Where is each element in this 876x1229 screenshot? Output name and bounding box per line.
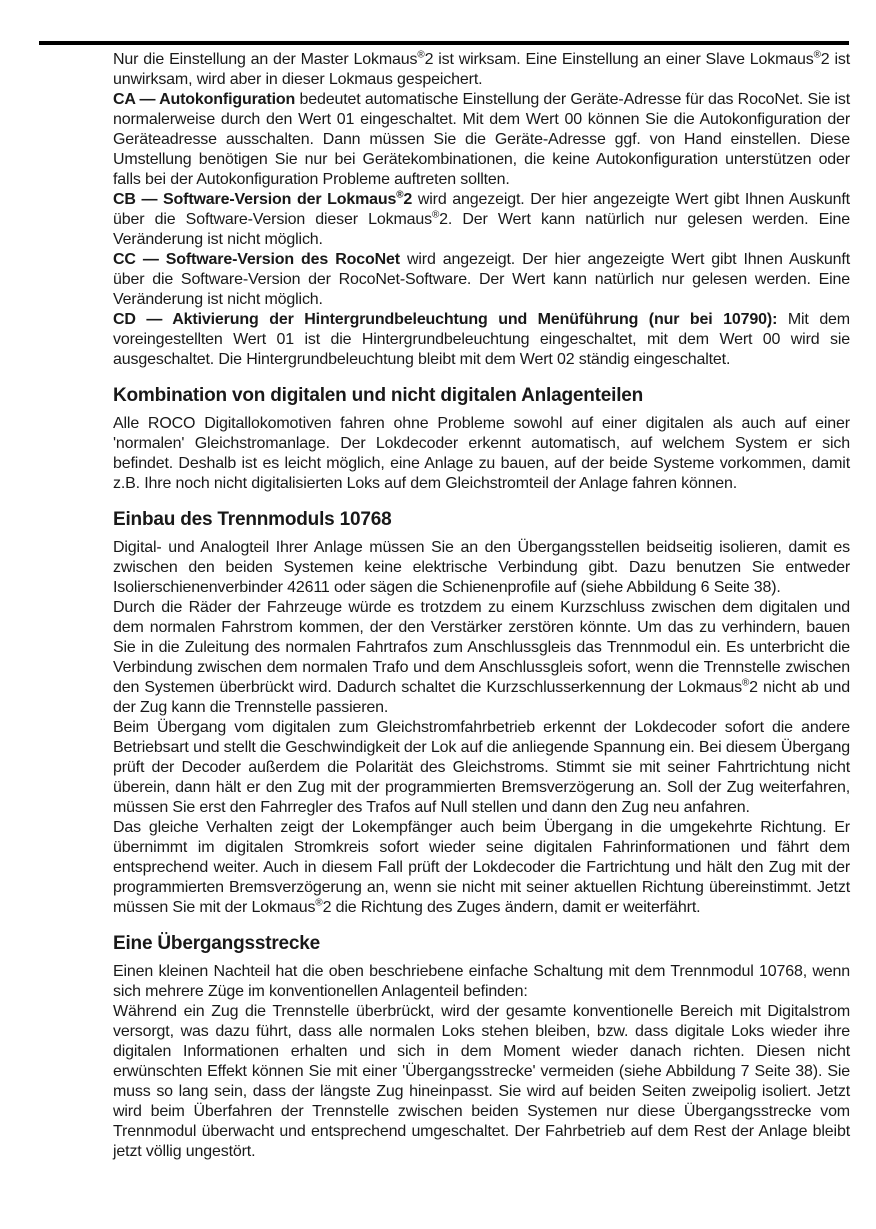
paragraph-lead-bold: CB — Software-Version der Lokmaus®2 bbox=[113, 189, 413, 208]
paragraph bbox=[113, 538, 850, 598]
paragraph bbox=[113, 250, 850, 310]
paragraph-text: bedeutet automatische Einstellung der Geräte-Adresse für das RocoNet. Sie ist normalerweise durch den Wert 01 eingeschaltet. Mit dem Wert 00 können Sie die Autokonfiguration der Geräteadresse ausschalten. Dann müssen Sie die Geräte-Adresse ggf. von Hand einstellen. Diese Umstellung benötigen Sie nur bei Gerätekombinationen, die keine Autokonfiguration unterstützen oder falls bei der Autokonfiguration Probleme auftreten sollten. bbox=[113, 91, 850, 188]
section-heading: Kombination von digitalen und nicht digitalen Anlagenteilen bbox=[113, 385, 644, 406]
paragraph bbox=[113, 414, 850, 494]
registered-trademark-symbol: ® bbox=[396, 189, 404, 201]
paragraph-text: Nur die Einstellung an der Master Lokmaus®2 ist wirksam. Eine Einstellung an einer Slave Lokmaus®2 ist unwirksam, wird aber in dieser Lokmaus gespeichert. bbox=[113, 49, 850, 88]
paragraph-text: Mit dem voreingestellten Wert 01 ist die Hintergrundbeleuchtung eingeschaltet, mit dem Wert 00 wird sie ausgeschaltet. Die Hintergrundbeleuchtung bleibt mit dem Wert 02 ständig eingeschaltet. bbox=[113, 311, 850, 368]
paragraph bbox=[113, 190, 850, 250]
paragraph bbox=[113, 50, 850, 90]
registered-trademark-symbol: ® bbox=[741, 677, 750, 689]
paragraph-lead-bold: CC — Software-Version des RocoNet bbox=[113, 251, 400, 268]
paragraph-text: Digital- und Analogteil Ihrer Anlage müssen Sie an den Übergangsstellen beidseitig isolieren, damit es zwischen den beiden Systemen keine elektrische Verbindung gibt. Dazu benutzen Sie entweder Isolierschienenverbinder 42611 oder sägen die Schienenprofile auf (siehe Abbildung 6 Seite 38). bbox=[113, 539, 850, 596]
registered-trademark-symbol: ® bbox=[813, 49, 821, 61]
registered-trademark-symbol: ® bbox=[417, 49, 425, 61]
paragraph-lead-bold: CD — Aktivierung der Hintergrundbeleuchtung und Menüführung (nur bei 10790): bbox=[113, 311, 778, 328]
paragraph-text: Das gleiche Verhalten zeigt der Lokempfänger auch beim Übergang in die umgekehrte Richtung. Er übernimmt im digitalen Stromkreis sofort wieder seine digitalen Fahrinformationen und fährt dem entsprechend weiter. Auch in diesem Fall prüft der Lokdecoder die Fartrichtung und hält den Zug mit der programmierten Bremsverzögerung an, wenn sie nicht mit seiner aktuellen Richtung übereinstimmt. Jetzt müssen Sie mit der Lokmaus®2 die Richtung des Zuges ändern, damit er weiterfährt. bbox=[113, 819, 850, 916]
registered-trademark-symbol: ® bbox=[432, 209, 440, 221]
paragraph-text: Während ein Zug die Trennstelle überbrückt, wird der gesamte konventionelle Bereich mit Digitalstrom versorgt, was dazu führt, dass alle normalen Loks stehen bleiben, bzw. dass digitale Loks wieder ihre digitalen Informationen erhalten und sich in dem Moment wieder danach richten. Diesen nicht erwünschten Effekt können Sie mit einer 'Übergangsstrecke' vermeiden (siehe Abbildung 7 Seite 38). Sie muss so lang sein, dass der längste Zug hineinpasst. Sie wird auf beiden Seiten zweipolig isoliert. Jetzt wird beim Überfahren der Trennstelle zwischen beiden Systemen nur diese Übergangsstrecke vom Trennmodul überwacht und entsprechend umgeschaltet. Der Fahrbetrieb auf dem Rest der Anlage bleibt jetzt völlig ungestört. bbox=[113, 1003, 850, 1160]
registered-trademark-symbol: ® bbox=[315, 897, 323, 909]
paragraph bbox=[113, 598, 850, 718]
paragraph bbox=[113, 90, 850, 190]
paragraph-lead-bold: CA — Autokonfiguration bbox=[113, 91, 296, 108]
document-body bbox=[113, 50, 850, 1162]
paragraph bbox=[113, 962, 850, 1002]
section-heading: Eine Übergangsstrecke bbox=[113, 933, 320, 954]
paragraph-text: wird angezeigt. Der hier angezeigte Wert gibt Ihnen Auskunft über die Software-Version der RocoNet-Software. Der Wert kann natürlich nur gelesen werden. Eine Veränderung ist nicht möglich. bbox=[113, 251, 851, 308]
paragraph bbox=[113, 818, 850, 918]
top-rule bbox=[39, 41, 849, 45]
paragraph bbox=[113, 1002, 850, 1162]
paragraph-text: Alle ROCO Digitallokomotiven fahren ohne Probleme sowohl auf einer digitalen als auch auf einer 'normalen' Gleichstromanlage. Der Lokdecoder erkennt automatisch, auf welchem System er sich befindet. Deshalb ist es leicht möglich, eine Anlage zu bauen, auf der beide Systeme vorkommen, damit z.B. Ihre noch nicht digitalisierten Loks auf dem Gleichstromteil der Anlage fahren können. bbox=[113, 415, 850, 492]
paragraph-text: Einen kleinen Nachteil hat die oben beschriebene einfache Schaltung mit dem Trennmodul 10768, wenn sich mehrere Züge im konventionellen Anlagenteil befinden: bbox=[113, 963, 850, 1000]
paragraph-text: Durch die Räder der Fahrzeuge würde es trotzdem zu einem Kurzschluss zwischen dem digitalen und dem normalen Fahrstrom kommen, der den Verstärker zerstören könnte. Um das zu verhindern, bauen Sie in die Zuleitung des normalen Fahrtrafos zum Anschlussgleis das Trennmodul ein. Es unterbricht die Verbindung zwischen dem normalen Trafo und dem Anschlussgleis sofort, wenn die Trennstelle zwischen den Systemen überbrückt wird. Dadurch schaltet die Kurzschlusserkennung der Lokmaus®2 nicht ab und der Zug kann die Trennstelle passieren. bbox=[113, 599, 850, 716]
paragraph-text: wird angezeigt. Der hier angezeigte Wert gibt Ihnen Auskunft über die Software-Version dieser Lokmaus®2. Der Wert kann natürlich nur gelesen werden. Eine Veränderung ist nicht möglich. bbox=[113, 191, 851, 248]
paragraph-text: Beim Übergang vom digitalen zum Gleichstromfahrbetrieb erkennt der Lokdecoder sofort die andere Betriebsart und stellt die Geschwindigkeit der Lok auf die anliegende Spannung ein. Bei diesem Übergang prüft der Decoder außerdem die Polarität des Gleichstroms. Stimmt sie mit seiner Fahrtrichtung nicht überein, dann hält er den Zug mit der programmierten Bremsverzögerung an. Soll der Zug weiterfahren, müssen Sie erst den Fahrregler des Trafos auf Null stellen und dann den Zug neu anfahren. bbox=[113, 719, 850, 816]
section-heading: Einbau des Trennmoduls 10768 bbox=[113, 509, 392, 530]
paragraph bbox=[113, 718, 850, 818]
paragraph bbox=[113, 310, 850, 370]
